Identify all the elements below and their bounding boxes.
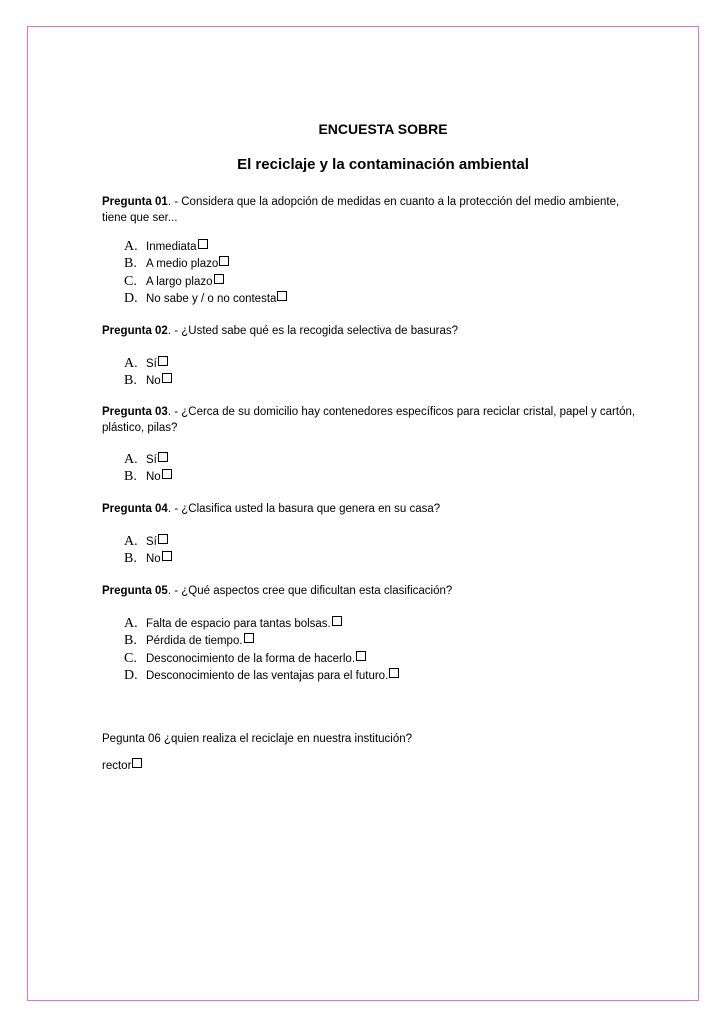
option-label: Sí <box>146 357 157 370</box>
options-q04 <box>124 533 172 568</box>
question-text: . - Considera que la adopción de medidas en cuanto a la protección del medio ambiente, tiene que ser... <box>102 196 620 224</box>
checkbox-q05-d[interactable] <box>389 668 399 678</box>
option-label: Sí <box>146 453 157 466</box>
checkbox-q01-a[interactable] <box>198 239 208 249</box>
question-02 <box>102 323 642 339</box>
checkbox-q05-a[interactable] <box>332 616 342 626</box>
option-label: No <box>146 471 161 484</box>
option-q03-a <box>124 451 172 469</box>
document-title: ENCUESTA SOBRE <box>318 121 448 137</box>
option-label: A medio plazo <box>146 258 219 271</box>
question-text: . - ¿Cerca de su domicilio hay contenedores específicos para reciclar cristal, papel y cartón, plástico, pilas? <box>102 406 636 434</box>
option-label: Inmediata <box>146 240 197 253</box>
option-label: Falta de espacio para tantas bolsas. <box>146 617 331 630</box>
option-q05-b <box>124 633 399 651</box>
checkbox-q03-b[interactable] <box>162 469 172 479</box>
question-label: Pregunta 04 <box>102 503 168 515</box>
option-label: A largo plazo <box>146 275 213 288</box>
option-q02-a <box>124 355 172 373</box>
question-text: . - ¿Usted sabe qué es la recogida selectiva de basuras? <box>167 325 459 337</box>
options-q03 <box>124 451 172 486</box>
checkbox-q04-b[interactable] <box>162 551 172 561</box>
question-text: . - ¿Qué aspectos cree que dificultan esta clasificación? <box>167 585 453 597</box>
option-letter: A. <box>124 615 138 631</box>
question-06 <box>102 731 642 747</box>
option-q01-c <box>124 273 287 291</box>
question-label: Pregunta 03 <box>102 406 168 418</box>
question-label: Pregunta 02 <box>102 325 168 337</box>
option-q05-a <box>124 615 399 633</box>
option-letter: B. <box>124 633 137 649</box>
question-05 <box>102 583 642 599</box>
option-q01-d <box>124 291 287 309</box>
options-q05 <box>124 615 399 685</box>
question-text: . - ¿Clasifica usted la basura que genera en su casa? <box>167 503 441 515</box>
option-letter: A. <box>124 533 138 549</box>
option-letter: D. <box>124 291 138 307</box>
option-label: Desconocimiento de las ventajas para el futuro. <box>146 670 389 683</box>
option-label: No <box>146 553 161 566</box>
checkbox-q01-b[interactable] <box>219 256 229 266</box>
checkbox-q01-c[interactable] <box>214 274 224 284</box>
question-04 <box>102 501 642 517</box>
option-q05-d <box>124 668 399 686</box>
option-label: Desconocimiento de la forma de hacerlo. <box>146 652 356 665</box>
option-label: No sabe y / o no contesta <box>146 293 277 306</box>
checkbox-q04-a[interactable] <box>158 534 168 544</box>
question-03 <box>102 404 642 436</box>
options-q01 <box>124 238 287 308</box>
answer-label: rector <box>102 760 132 772</box>
checkbox-q02-a[interactable] <box>158 356 168 366</box>
checkbox-q05-b[interactable] <box>244 633 254 643</box>
option-label: Sí <box>146 535 157 548</box>
option-q01-b <box>124 256 287 274</box>
option-q02-b <box>124 373 172 391</box>
option-q04-b <box>124 551 172 569</box>
option-letter: B. <box>124 469 137 485</box>
option-letter: A. <box>124 451 138 467</box>
question-01 <box>102 194 642 226</box>
option-letter: C. <box>124 650 137 666</box>
checkbox-q05-c[interactable] <box>356 651 366 661</box>
checkbox-q01-d[interactable] <box>277 291 287 301</box>
question-label: Pregunta 05 <box>102 585 168 597</box>
checkbox-q02-b[interactable] <box>162 373 172 383</box>
option-label: No <box>146 375 161 388</box>
option-letter: B. <box>124 551 137 567</box>
question-text: Pegunta 06 ¿quien realiza el reciclaje en nuestra institución? <box>102 733 413 745</box>
option-q03-b <box>124 469 172 487</box>
option-letter: C. <box>124 273 137 289</box>
option-letter: A. <box>124 238 138 254</box>
option-q01-a <box>124 238 287 256</box>
checkbox-q03-a[interactable] <box>158 452 168 462</box>
answer-q06 <box>102 760 142 772</box>
option-letter: A. <box>124 355 138 371</box>
option-label: Pérdida de tiempo. <box>146 635 243 648</box>
option-letter: B. <box>124 256 137 272</box>
option-letter: D. <box>124 668 138 684</box>
option-q04-a <box>124 533 172 551</box>
document-subtitle: El reciclaje y la contaminación ambiental <box>237 156 529 173</box>
option-letter: B. <box>124 373 137 389</box>
question-label: Pregunta 01 <box>102 196 168 208</box>
checkbox-q06[interactable] <box>132 758 142 768</box>
option-q05-c <box>124 650 399 668</box>
options-q02 <box>124 355 172 390</box>
